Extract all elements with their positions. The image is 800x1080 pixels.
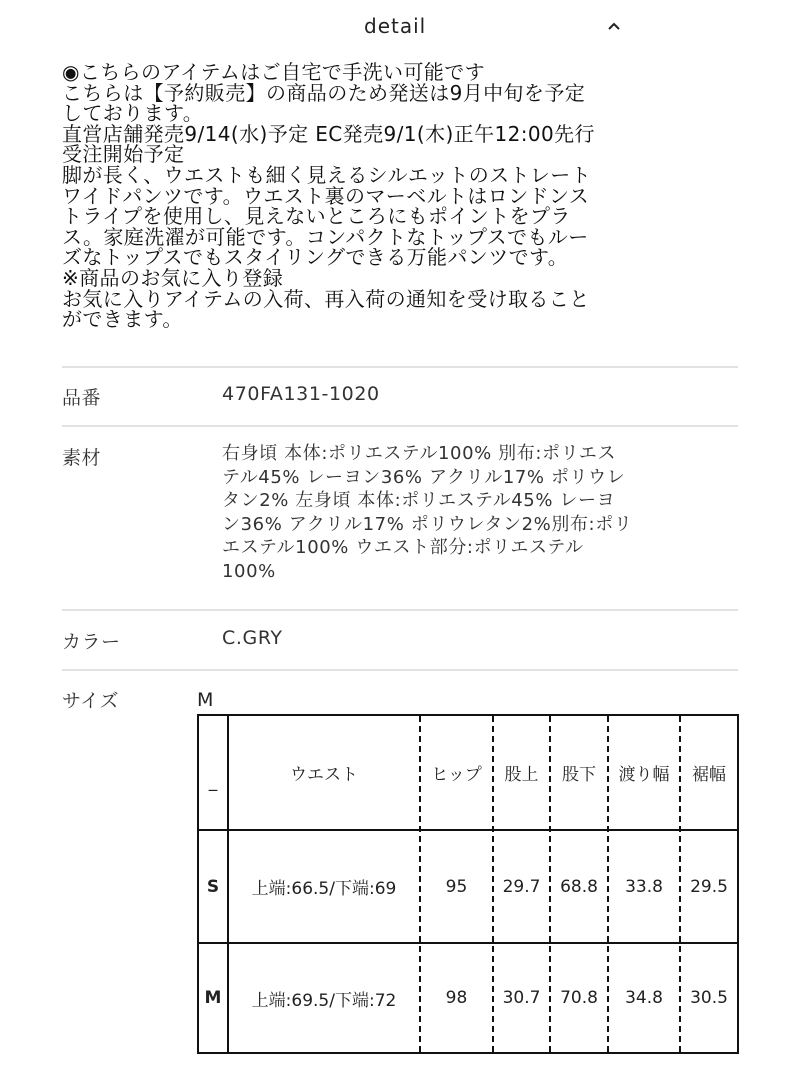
- divider: [62, 366, 738, 368]
- table-cell: 30.5: [690, 988, 728, 1008]
- material-line: テル45% レーヨン36% アクリル17% ポリウレ: [222, 466, 626, 488]
- item-number-label: 品番: [62, 387, 102, 409]
- description-line: ワイドパンツです。ウエスト裏のマーベルトはロンドンス: [62, 183, 590, 208]
- size-label: サイズ: [62, 690, 119, 712]
- color-label: カラー: [62, 631, 121, 653]
- column-header-hip: ヒップ: [431, 765, 482, 785]
- description-line: ができます。: [62, 307, 183, 332]
- description-line: ス。家庭洗濯が可能です。コンパクトなトップスでもルー: [62, 224, 589, 249]
- material-line: タン2% 左身頃 本体:ポリエステル45% レーヨ: [222, 490, 616, 512]
- table-cell: 68.8: [560, 876, 598, 897]
- description-line: 受注開始予定: [62, 142, 185, 167]
- description-line: 脚が長く、ウエストも細く見えるシルエットのストレート: [62, 162, 592, 187]
- description-line: ※商品のお気に入り登録: [62, 265, 284, 290]
- row-label-m: M: [204, 988, 222, 1008]
- table-cell: 70.8: [560, 988, 598, 1008]
- table-cell: 29.5: [690, 876, 728, 897]
- table-cell: 95: [445, 876, 468, 897]
- detail-title: detail: [364, 14, 427, 38]
- table-cell: 33.8: [625, 876, 663, 897]
- size-table: [197, 714, 739, 1054]
- material-label: 素材: [62, 447, 102, 469]
- description-line: ズなトップスでもスタイリングできる万能パンツです。: [62, 245, 569, 270]
- description-line: トライプを使用し、見えないところにもポイントをプラ: [62, 204, 571, 229]
- column-header-rise: 股上: [504, 765, 539, 785]
- size-table-heading: M: [197, 689, 214, 711]
- material-line: 100%: [222, 560, 276, 582]
- chevron-up-icon[interactable]: [602, 14, 626, 38]
- description-line: しております。: [62, 101, 204, 126]
- product-description: [62, 62, 742, 330]
- column-header-thigh: 渡り幅: [618, 765, 670, 785]
- column-header-waist: ウエスト: [290, 765, 358, 785]
- item-number-value: 470FA131-1020: [222, 383, 380, 405]
- divider: [62, 669, 738, 671]
- table-cell: 上端:66.5/下端:69: [251, 879, 397, 899]
- color-value: C.GRY: [222, 627, 283, 649]
- table-cell: 上端:69.5/下端:72: [251, 990, 397, 1011]
- table-corner: _: [208, 771, 218, 792]
- table-cell: 98: [445, 988, 468, 1008]
- column-header-hem: 裾幅: [692, 765, 726, 785]
- table-cell: 34.8: [625, 988, 663, 1008]
- material-line: エステル100% ウエスト部分:ポリエステル: [222, 537, 584, 559]
- description-line: こちらは【予約販売】の商品のため発送は9月中旬を予定: [62, 80, 586, 105]
- table-cell: 29.7: [502, 876, 541, 897]
- description-line: お気に入りアイテムの入荷、再入荷の通知を受け取ること: [62, 286, 590, 311]
- row-label-s: S: [206, 876, 220, 897]
- detail-header[interactable]: [0, 0, 800, 56]
- column-header-inseam: 股下: [562, 765, 596, 785]
- divider: [62, 425, 738, 427]
- divider: [62, 609, 738, 611]
- material-line: ン36% アクリル17% ポリウレタン2%別布:ポリ: [222, 513, 633, 535]
- table-cell: 30.7: [502, 988, 541, 1008]
- description-line: ◉こちらのアイテムはご自宅で手洗い可能です: [62, 60, 486, 84]
- material-line: 右身頃 本体:ポリエステル100% 別布:ポリエス: [222, 443, 617, 464]
- description-line: 直営店舗発売9/14(水)予定 EC発売9/1(木)正午12:00先行: [62, 121, 595, 146]
- material-value: [222, 442, 742, 584]
